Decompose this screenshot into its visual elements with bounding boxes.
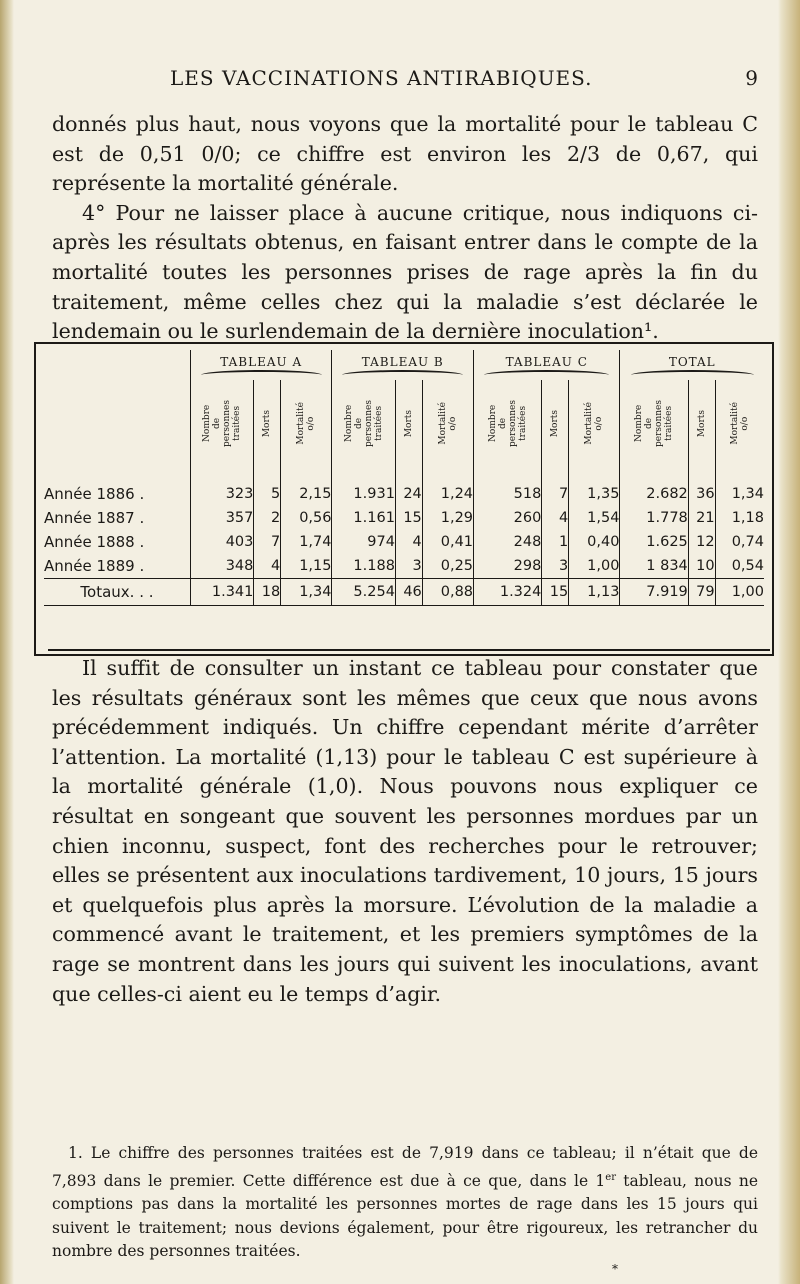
col-header-deaths: Morts (395, 380, 422, 470)
table-cell: 7 (254, 530, 281, 554)
row-label: Année 1888 . (44, 533, 145, 551)
group-tableau-c: TABLEAU C (474, 350, 620, 380)
running-head (52, 66, 758, 94)
table-row (44, 470, 764, 506)
footnote: 1. Le chiffre des personnes traitées est de 7,919 dans ce tableau; il n’était que de 7,893 dans le premier. Cette différence est due à ce que, dans le 1er tableau, nous ne comptions pas dans la mortalité les personnes mortes de rage dans les 15 jours qui suivent le traitement; nous devions également, pour être rigoureux, les retrancher du nombre des personnes traitées. (52, 1144, 758, 1261)
table-cell: 36 (688, 470, 715, 506)
table-cell: 5.254 (332, 579, 395, 606)
table-cell: 4 (542, 506, 569, 530)
table-cell: 1.188 (332, 554, 395, 579)
table-cell: 348 (190, 554, 253, 579)
table-cell: 15 (542, 579, 569, 606)
conclusion-paragraph: Il suffit de consulter un instant ce tableau pour constater que les résultats généraux sont les mêmes que ceux que nous avons précédemment indiqués. Un chiffre cependant mérite d’arrêter l’attention. La mortalité (1,13) pour le tableau C est supérieure à la mortalité générale (1,0). Nous pouvons nous expliquer ce résultat en songeant que souvent les personnes mordues par un chien inconnu, suspect, font des recherches pour le retrouver; elles se présentent aux inoculations tardivement, 10 jours, 15 jours et quelquefois plus après la morsure. L’évolution de la maladie a commencé avant le traitement, et les premiers symptômes de la rage se montrent dans les jours qui suivent les inoculations, avant que celles-ci aient eu le temps d’agir. (52, 656, 758, 1006)
table-cell: 1 834 (620, 554, 688, 579)
table-cell: 518 (474, 470, 542, 506)
stats-table (44, 350, 764, 606)
table-cell: 357 (190, 506, 253, 530)
table-cell: 0,88 (422, 579, 473, 606)
col-header-deaths: Morts (688, 380, 715, 470)
point-4-paragraph: 4° Pour ne laisser place à aucune critique, nous indiquons ci-après les résultats obtenus, en faisant entrer dans le compte de la mortalité toutes les personnes prises de rage après la fin du traitement, même celles chez qui la maladie s’est déclarée le lendemain ou le surlendemain de la dernière inoculation¹. (52, 200, 758, 344)
table-cell: 1,15 (281, 554, 332, 579)
row-label: Année 1886 . (44, 485, 145, 503)
table-cell: 974 (332, 530, 395, 554)
table-cell: 0,74 (715, 530, 764, 554)
table-cell: 1.625 (620, 530, 688, 554)
table-cell: 4 (395, 530, 422, 554)
table-cell: 24 (395, 470, 422, 506)
table-cell: 1.341 (190, 579, 253, 606)
table-cell: 10 (688, 554, 715, 579)
table-cell: 260 (474, 506, 542, 530)
group-tableau-b: TABLEAU B (332, 350, 474, 380)
table-cell: 1,74 (281, 530, 332, 554)
table-cell: 1,34 (281, 579, 332, 606)
col-header-treated: Nombre de personnes traitées (620, 380, 688, 470)
page-number: 9 (745, 66, 758, 90)
table-cell: 1 (542, 530, 569, 554)
table-cell: 7.919 (620, 579, 688, 606)
col-header-mortality: Mortalité o/o (422, 380, 473, 470)
table-cell: 2.682 (620, 470, 688, 506)
table-cell: 0,40 (569, 530, 620, 554)
table-cell: 248 (474, 530, 542, 554)
col-header-deaths: Morts (542, 380, 569, 470)
total-label: Totaux. . . (44, 579, 190, 606)
table-cell: 403 (190, 530, 253, 554)
table-cell: 298 (474, 554, 542, 579)
ornament-star: * (612, 1262, 618, 1276)
opening-text (52, 110, 758, 347)
table-cell: 4 (254, 554, 281, 579)
col-header-mortality: Mortalité o/o (569, 380, 620, 470)
table-cell: 2 (254, 506, 281, 530)
table-cell: 1.778 (620, 506, 688, 530)
group-header-row (44, 350, 764, 380)
page-edge-left (0, 0, 14, 1284)
table-cell: 1,35 (569, 470, 620, 506)
table-cell: 0,54 (715, 554, 764, 579)
table-cell: 0,56 (281, 506, 332, 530)
table-cell: 46 (395, 579, 422, 606)
table-cell: 21 (688, 506, 715, 530)
table-cell: 1,18 (715, 506, 764, 530)
table-cell: 0,25 (422, 554, 473, 579)
table-cell: 18 (254, 579, 281, 606)
intro-paragraph: donnés plus haut, nous voyons que la mortalité pour le tableau C est de 0,51 0/0; ce chiffre est environ les 2/3 de 0,67, qui représente la mortalité générale. (52, 112, 758, 196)
group-tableau-a: TABLEAU A (190, 350, 332, 380)
sub-header-row (44, 380, 764, 470)
mortality-table (34, 342, 774, 656)
running-title: LES VACCINATIONS ANTIRABIQUES. (170, 66, 593, 90)
table-cell: 1,24 (422, 470, 473, 506)
table-cell: 1,00 (569, 554, 620, 579)
row-label: Année 1887 . (44, 509, 145, 527)
col-header-mortality: Mortalité o/o (715, 380, 764, 470)
table-row (44, 530, 764, 554)
col-header-treated: Nombre de personnes traitées (474, 380, 542, 470)
col-header-deaths: Morts (254, 380, 281, 470)
col-header-treated: Nombre de personnes traitées (332, 380, 395, 470)
table-cell: 79 (688, 579, 715, 606)
table-cell: 1,00 (715, 579, 764, 606)
table-bottom-rule (48, 649, 770, 651)
table-cell: 1,54 (569, 506, 620, 530)
table-cell: 0,41 (422, 530, 473, 554)
row-label: Année 1889 . (44, 557, 145, 575)
table-cell: 15 (395, 506, 422, 530)
table-cell: 3 (395, 554, 422, 579)
table-row (44, 554, 764, 579)
total-row (44, 579, 764, 606)
table-cell: 3 (542, 554, 569, 579)
table-cell: 2,15 (281, 470, 332, 506)
group-total: TOTAL (620, 350, 764, 380)
table-cell: 5 (254, 470, 281, 506)
table-cell: 1.324 (474, 579, 542, 606)
table-cell: 12 (688, 530, 715, 554)
table-cell: 1,29 (422, 506, 473, 530)
table-cell: 1,34 (715, 470, 764, 506)
table-cell: 1,13 (569, 579, 620, 606)
col-header-mortality: Mortalité o/o (281, 380, 332, 470)
table-cell: 1.161 (332, 506, 395, 530)
table-cell: 1.931 (332, 470, 395, 506)
table-row (44, 506, 764, 530)
table-cell: 323 (190, 470, 253, 506)
col-header-treated: Nombre de personnes traitées (190, 380, 253, 470)
page-edge-right (778, 0, 800, 1284)
table-cell: 7 (542, 470, 569, 506)
